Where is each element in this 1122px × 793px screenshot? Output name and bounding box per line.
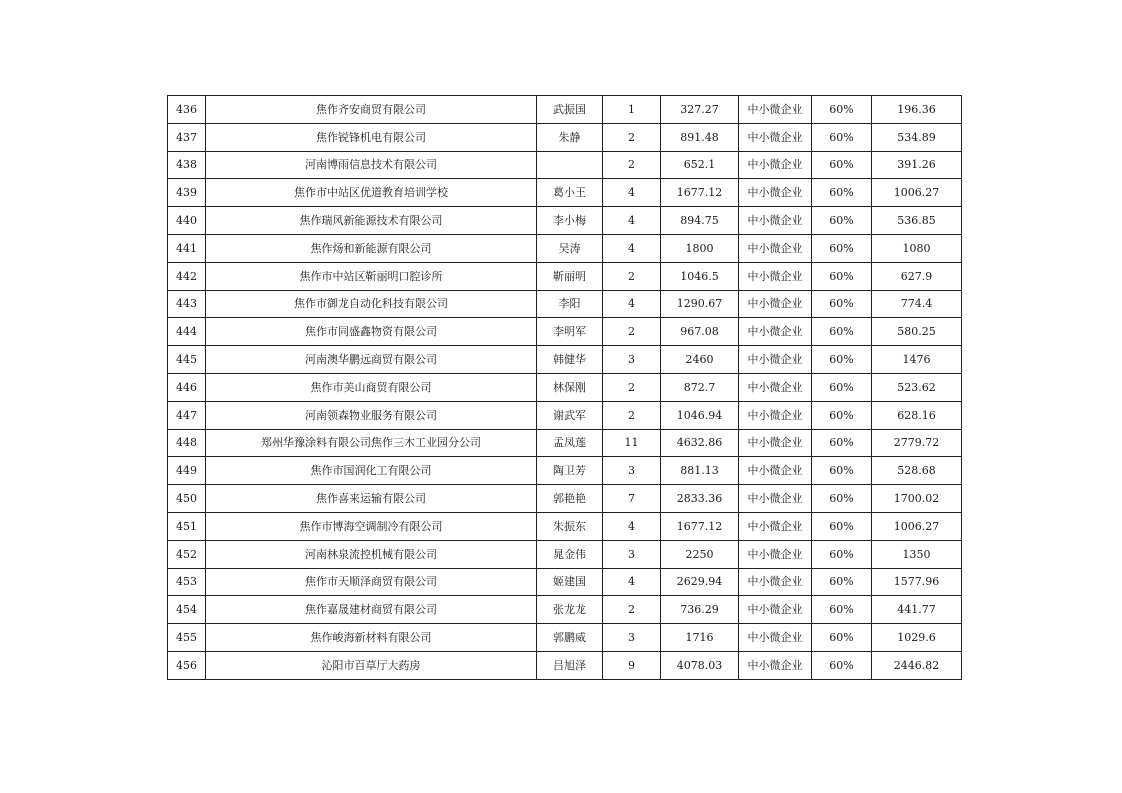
company-name-cell: 焦作炀和新能源有限公司 [206,234,537,262]
contact-person-cell: 姬建国 [537,568,603,596]
headcount-cell: 11 [603,429,661,457]
row-number-cell: 445 [168,346,206,374]
ratio-cell: 60% [812,568,872,596]
row-number-cell: 440 [168,207,206,235]
table-row [168,429,962,457]
enterprise-type-cell: 中小微企业 [739,290,812,318]
subsidy-cell: 2446.82 [872,651,962,679]
table-row [168,373,962,401]
enterprise-type-cell: 中小微企业 [739,123,812,151]
subsidy-cell: 441.77 [872,596,962,624]
amount-cell: 872.7 [661,373,739,401]
table-body [168,96,962,680]
ratio-cell: 60% [812,262,872,290]
company-name-cell: 焦作峻海新材料有限公司 [206,624,537,652]
table-row [168,457,962,485]
enterprise-type-cell: 中小微企业 [739,457,812,485]
contact-person-cell: 李明军 [537,318,603,346]
row-number-cell: 439 [168,179,206,207]
amount-cell: 2250 [661,540,739,568]
ratio-cell: 60% [812,485,872,513]
enterprise-type-cell: 中小微企业 [739,596,812,624]
table-row [168,512,962,540]
company-name-cell: 焦作锐锋机电有限公司 [206,123,537,151]
subsidy-cell: 1006.27 [872,512,962,540]
company-name-cell: 河南澳华鹏远商贸有限公司 [206,346,537,374]
row-number-cell: 454 [168,596,206,624]
amount-cell: 4632.86 [661,429,739,457]
row-number-cell: 436 [168,96,206,124]
subsidy-cell: 627.9 [872,262,962,290]
row-number-cell: 437 [168,123,206,151]
table-row [168,123,962,151]
row-number-cell: 455 [168,624,206,652]
amount-cell: 4078.03 [661,651,739,679]
contact-person-cell: 郭鹏威 [537,624,603,652]
amount-cell: 2460 [661,346,739,374]
contact-person-cell: 晁金伟 [537,540,603,568]
amount-cell: 1046.5 [661,262,739,290]
enterprise-type-cell: 中小微企业 [739,179,812,207]
ratio-cell: 60% [812,373,872,401]
amount-cell: 1046.94 [661,401,739,429]
contact-person-cell: 朱振东 [537,512,603,540]
headcount-cell: 4 [603,512,661,540]
amount-cell: 736.29 [661,596,739,624]
company-name-cell: 焦作市天顺泽商贸有限公司 [206,568,537,596]
company-name-cell: 焦作市中站区优道教育培训学校 [206,179,537,207]
company-name-cell: 河南领森物业服务有限公司 [206,401,537,429]
table-row [168,151,962,179]
company-name-cell: 沁阳市百草厅大药房 [206,651,537,679]
subsidy-cell: 534.89 [872,123,962,151]
subsidy-cell: 528.68 [872,457,962,485]
enterprise-type-cell: 中小微企业 [739,651,812,679]
headcount-cell: 4 [603,179,661,207]
headcount-cell: 3 [603,624,661,652]
table-row [168,234,962,262]
row-number-cell: 438 [168,151,206,179]
subsidy-cell: 1080 [872,234,962,262]
row-number-cell: 451 [168,512,206,540]
headcount-cell: 9 [603,651,661,679]
contact-person-cell: 韩健华 [537,346,603,374]
ratio-cell: 60% [812,123,872,151]
table-row [168,401,962,429]
amount-cell: 1800 [661,234,739,262]
headcount-cell: 4 [603,207,661,235]
row-number-cell: 443 [168,290,206,318]
enterprise-type-cell: 中小微企业 [739,540,812,568]
headcount-cell: 3 [603,346,661,374]
headcount-cell: 3 [603,540,661,568]
subsidy-cell: 1350 [872,540,962,568]
subsidy-cell: 196.36 [872,96,962,124]
row-number-cell: 449 [168,457,206,485]
row-number-cell: 444 [168,318,206,346]
subsidy-cell: 1006.27 [872,179,962,207]
amount-cell: 891.48 [661,123,739,151]
headcount-cell: 3 [603,457,661,485]
company-name-cell: 焦作瑞风新能源技术有限公司 [206,207,537,235]
amount-cell: 2629.94 [661,568,739,596]
headcount-cell: 7 [603,485,661,513]
ratio-cell: 60% [812,346,872,374]
table-row [168,540,962,568]
contact-person-cell: 朱静 [537,123,603,151]
amount-cell: 881.13 [661,457,739,485]
subsidy-cell: 1476 [872,346,962,374]
enterprise-type-cell: 中小微企业 [739,318,812,346]
enterprise-type-cell: 中小微企业 [739,568,812,596]
row-number-cell: 452 [168,540,206,568]
headcount-cell: 4 [603,234,661,262]
contact-person-cell: 李小梅 [537,207,603,235]
contact-person-cell: 葛小王 [537,179,603,207]
table-row [168,262,962,290]
headcount-cell: 2 [603,151,661,179]
amount-cell: 652.1 [661,151,739,179]
ratio-cell: 60% [812,540,872,568]
amount-cell: 894.75 [661,207,739,235]
subsidy-cell: 536.85 [872,207,962,235]
company-name-cell: 焦作嘉晟建材商贸有限公司 [206,596,537,624]
enterprise-type-cell: 中小微企业 [739,96,812,124]
amount-cell: 1290.67 [661,290,739,318]
amount-cell: 1677.12 [661,512,739,540]
subsidy-cell: 2779.72 [872,429,962,457]
headcount-cell: 2 [603,373,661,401]
amount-cell: 2833.36 [661,485,739,513]
company-name-cell: 焦作市中站区靳丽明口腔诊所 [206,262,537,290]
company-name-cell: 河南博雨信息技术有限公司 [206,151,537,179]
row-number-cell: 442 [168,262,206,290]
ratio-cell: 60% [812,151,872,179]
table-row [168,207,962,235]
table-row [168,96,962,124]
headcount-cell: 1 [603,96,661,124]
company-name-cell: 焦作喜来运输有限公司 [206,485,537,513]
headcount-cell: 2 [603,596,661,624]
subsidy-cell: 1029.6 [872,624,962,652]
ratio-cell: 60% [812,207,872,235]
row-number-cell: 441 [168,234,206,262]
table-row [168,346,962,374]
headcount-cell: 4 [603,290,661,318]
row-number-cell: 446 [168,373,206,401]
subsidy-cell: 1577.96 [872,568,962,596]
table-row [168,596,962,624]
table-row [168,651,962,679]
subsidy-table [167,95,962,680]
company-name-cell: 焦作市博海空调制冷有限公司 [206,512,537,540]
ratio-cell: 60% [812,624,872,652]
contact-person-cell: 武振国 [537,96,603,124]
ratio-cell: 60% [812,457,872,485]
amount-cell: 1716 [661,624,739,652]
company-name-cell: 焦作市同盛鑫物资有限公司 [206,318,537,346]
amount-cell: 1677.12 [661,179,739,207]
enterprise-type-cell: 中小微企业 [739,401,812,429]
enterprise-type-cell: 中小微企业 [739,373,812,401]
enterprise-type-cell: 中小微企业 [739,207,812,235]
ratio-cell: 60% [812,512,872,540]
company-name-cell: 焦作市御龙自动化科技有限公司 [206,290,537,318]
ratio-cell: 60% [812,651,872,679]
subsidy-cell: 628.16 [872,401,962,429]
headcount-cell: 4 [603,568,661,596]
table-row [168,290,962,318]
contact-person-cell: 李阳 [537,290,603,318]
contact-person-cell [537,151,603,179]
ratio-cell: 60% [812,596,872,624]
contact-person-cell: 林保刚 [537,373,603,401]
contact-person-cell: 吴涛 [537,234,603,262]
subsidy-cell: 1700.02 [872,485,962,513]
row-number-cell: 453 [168,568,206,596]
headcount-cell: 2 [603,262,661,290]
ratio-cell: 60% [812,401,872,429]
table-row [168,179,962,207]
table-row [168,624,962,652]
ratio-cell: 60% [812,290,872,318]
table-row [168,318,962,346]
row-number-cell: 450 [168,485,206,513]
contact-person-cell: 郭艳艳 [537,485,603,513]
company-name-cell: 郑州华豫涂料有限公司焦作三木工业园分公司 [206,429,537,457]
enterprise-type-cell: 中小微企业 [739,512,812,540]
enterprise-type-cell: 中小微企业 [739,624,812,652]
headcount-cell: 2 [603,318,661,346]
subsidy-cell: 391.26 [872,151,962,179]
company-name-cell: 河南林泉流控机械有限公司 [206,540,537,568]
contact-person-cell: 陶卫芳 [537,457,603,485]
row-number-cell: 448 [168,429,206,457]
ratio-cell: 60% [812,179,872,207]
contact-person-cell: 谢武军 [537,401,603,429]
headcount-cell: 2 [603,123,661,151]
enterprise-type-cell: 中小微企业 [739,151,812,179]
ratio-cell: 60% [812,234,872,262]
enterprise-type-cell: 中小微企业 [739,262,812,290]
headcount-cell: 2 [603,401,661,429]
contact-person-cell: 孟凤莲 [537,429,603,457]
contact-person-cell: 张龙龙 [537,596,603,624]
contact-person-cell: 吕旭泽 [537,651,603,679]
subsidy-cell: 523.62 [872,373,962,401]
row-number-cell: 447 [168,401,206,429]
table-row [168,568,962,596]
contact-person-cell: 靳丽明 [537,262,603,290]
enterprise-type-cell: 中小微企业 [739,429,812,457]
company-name-cell: 焦作市美山商贸有限公司 [206,373,537,401]
subsidy-cell: 580.25 [872,318,962,346]
company-name-cell: 焦作市国润化工有限公司 [206,457,537,485]
row-number-cell: 456 [168,651,206,679]
company-name-cell: 焦作齐安商贸有限公司 [206,96,537,124]
enterprise-type-cell: 中小微企业 [739,346,812,374]
amount-cell: 327.27 [661,96,739,124]
ratio-cell: 60% [812,318,872,346]
ratio-cell: 60% [812,429,872,457]
enterprise-type-cell: 中小微企业 [739,485,812,513]
enterprise-type-cell: 中小微企业 [739,234,812,262]
subsidy-cell: 774.4 [872,290,962,318]
ratio-cell: 60% [812,96,872,124]
table-row [168,485,962,513]
amount-cell: 967.08 [661,318,739,346]
